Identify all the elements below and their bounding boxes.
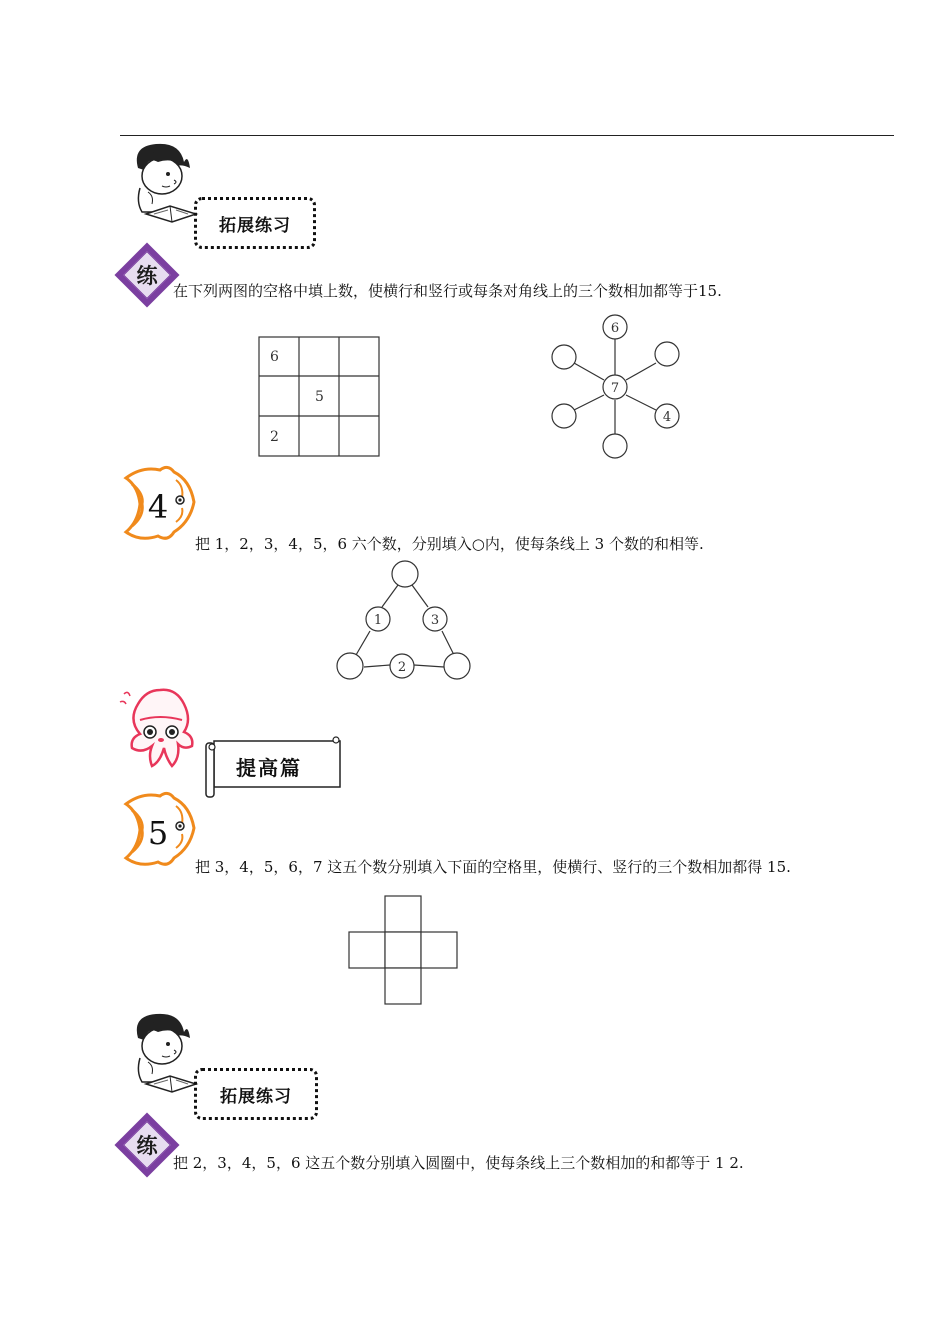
cross-grid — [347, 895, 461, 1005]
section-title: 拓展练习 — [219, 215, 291, 236]
header-rule — [120, 135, 894, 136]
boy-reading-icon — [118, 1010, 200, 1094]
star-center-value: 7 — [610, 381, 620, 396]
lian-badge-char: 练 — [136, 1133, 158, 1158]
triangle-bottom-value: 2 — [397, 660, 407, 675]
question-text: 在下列两图的空格中填上数，使横行和竖行或每条对角线上的三个数相加都等于15. — [173, 282, 722, 300]
grid-cell-value: 6 — [270, 349, 279, 365]
squid-icon — [118, 686, 204, 774]
boy-reading-icon — [118, 140, 200, 224]
fish-number-icon — [120, 790, 198, 872]
triangle-right-value: 3 — [430, 613, 440, 628]
lian-badge-char: 练 — [136, 263, 158, 288]
section-title-box — [194, 1068, 318, 1120]
triangle-left-value: 1 — [373, 613, 383, 628]
star-top-value: 6 — [610, 321, 620, 336]
section-title: 拓展练习 — [220, 1086, 292, 1107]
grid-cell-value: 2 — [270, 429, 279, 445]
grid-cell-value: 5 — [315, 389, 324, 405]
fish-badge-number: 5 — [147, 814, 169, 852]
question-text: 把 3，4，5，6，7 这五个数分别填入下面的空格里，使横行、竖行的三个数相加都得 15. — [195, 858, 791, 876]
fish-number-icon — [120, 464, 198, 546]
triangle-circle-diagram — [334, 559, 474, 683]
question-text: 把 2，3，4，5，6 这五个数分别填入圆圈中，使每条线上三个数相加的和都等于 1 2. — [173, 1154, 744, 1172]
question-text: 把 1，2，3，4，5，6 六个数，分别填入○内，使每条线上 3 个数的和相等. — [195, 535, 704, 553]
lian-badge — [124, 252, 170, 298]
section-title-box — [194, 197, 316, 249]
fish-badge-number: 4 — [147, 488, 169, 526]
lian-badge — [124, 1122, 170, 1168]
star-circle-diagram — [545, 312, 685, 460]
star-right-lower-value: 4 — [662, 410, 672, 425]
section-title: 提高篇 — [236, 756, 302, 780]
